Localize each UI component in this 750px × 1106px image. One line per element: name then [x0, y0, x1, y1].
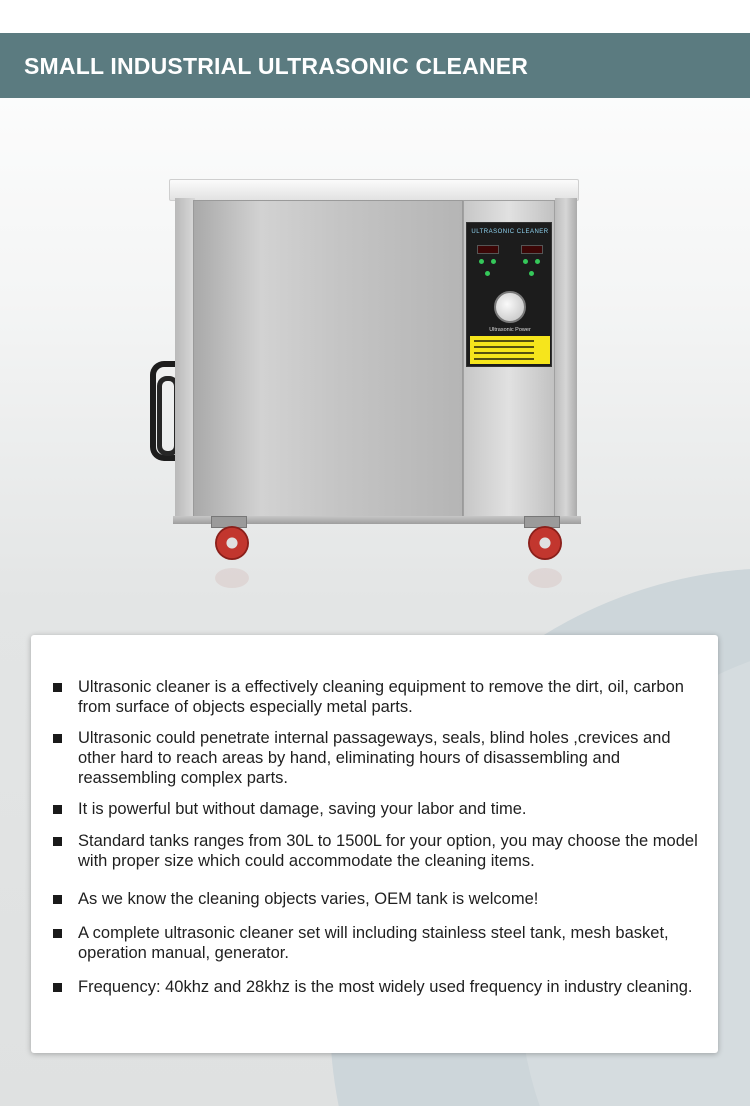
title-banner	[0, 33, 750, 98]
power-label: Ultrasonic Power	[489, 327, 531, 333]
caster-wheel-left	[207, 516, 251, 560]
list-item-text: Frequency: 40khz and 28khz is the most widely used frequency in industry cleaning.	[78, 978, 693, 996]
page-title: SMALL INDUSTRIAL ULTRASONIC CLEANER	[24, 53, 529, 79]
machine-lid	[169, 179, 579, 201]
indicator-led	[485, 271, 490, 276]
list-item	[78, 889, 698, 909]
indicator-led	[529, 271, 534, 276]
list-item-text: As we know the cleaning objects varies, OEM tank is welcome!	[78, 890, 539, 908]
list-item	[78, 799, 698, 819]
list-item	[78, 923, 698, 963]
list-item	[78, 977, 698, 997]
list-item-text: Ultrasonic cleaner is a effectively cleaning equipment to remove the dirt, oil, carbon from surface of objects especially metal parts.	[78, 678, 684, 716]
indicator-led	[479, 259, 484, 264]
temperature-display	[521, 245, 543, 254]
power-knob	[494, 291, 526, 323]
control-panel-label: ULTRASONIC CLEANER	[471, 229, 549, 235]
control-panel	[466, 222, 552, 367]
list-item-text: A complete ultrasonic cleaner set will including stainless steel tank, mesh basket, operation manual, generator.	[78, 924, 669, 962]
bullet-icon	[53, 929, 62, 938]
bullet-icon	[53, 837, 62, 846]
indicator-led	[535, 259, 540, 264]
indicator-led	[491, 259, 496, 264]
product-image	[145, 176, 590, 616]
list-item-text: Ultrasonic could penetrate internal passageways, seals, blind holes ,crevices and other hard to reach areas by hand, eliminating hours of disassembling and reassembling complex parts.	[78, 729, 671, 787]
indicator-led	[523, 259, 528, 264]
warning-sticker	[470, 336, 550, 364]
list-item	[78, 728, 698, 788]
caster-wheel-right	[520, 516, 564, 560]
machine-right-side	[555, 198, 577, 518]
bullet-icon	[53, 805, 62, 814]
list-item-text: It is powerful but without damage, saving your labor and time.	[78, 800, 527, 818]
list-item-text: Standard tanks ranges from 30L to 1500L for your option, you may choose the model with proper size which could accommodate the cleaning items.	[78, 832, 698, 870]
bullet-icon	[53, 983, 62, 992]
machine-front-door	[193, 200, 463, 518]
top-strip	[0, 0, 750, 33]
list-item	[78, 677, 698, 717]
list-item	[78, 831, 698, 871]
bullet-icon	[53, 734, 62, 743]
timer-display	[477, 245, 499, 254]
bullet-icon	[53, 895, 62, 904]
machine-side-panel	[175, 198, 195, 518]
bullet-icon	[53, 683, 62, 692]
description-card	[31, 635, 718, 1053]
